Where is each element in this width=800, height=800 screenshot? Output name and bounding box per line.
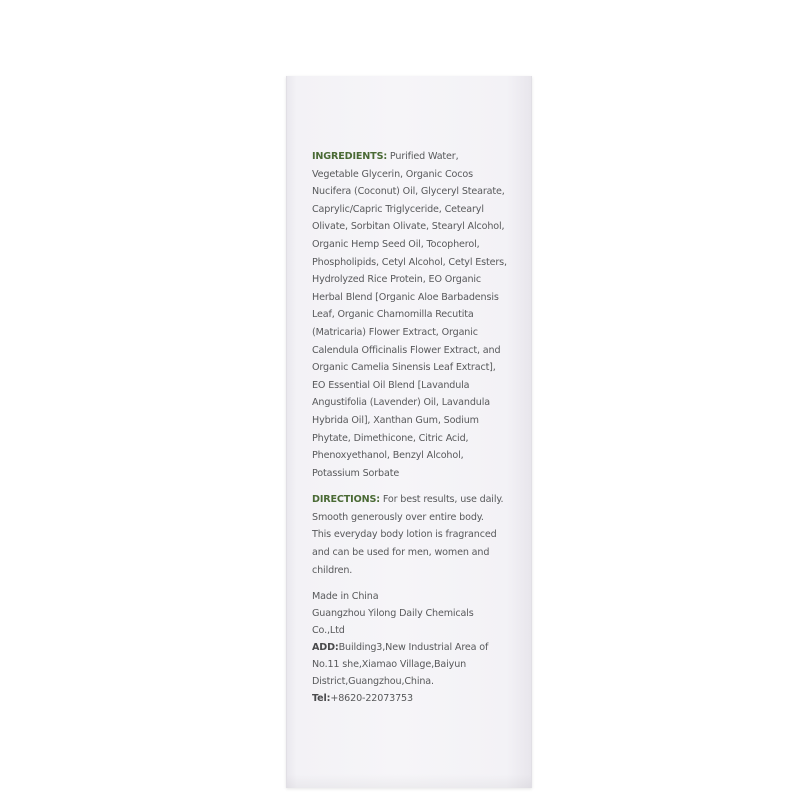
address-text: Building3,New Industrial Area of No.11 she,Xiamao Village,Baiyun District,Guangzhou,China. [312,642,489,688]
origin-text: Made in China [312,591,379,603]
telephone-line [312,690,508,707]
telephone-label: Tel: [312,693,331,705]
telephone-number: +8620-22073753 [330,693,413,705]
manufacturer-section [312,588,508,707]
company-name: Guangzhou Yilong Daily Chemicals Co.,Ltd [312,608,474,637]
directions-text: For best results, use daily. Smooth generously over entire body. [312,494,504,523]
address-line [312,639,508,690]
ingredients-section [312,148,508,482]
box-label-text [312,148,508,707]
directions-section [312,491,508,526]
ingredients-heading: INGREDIENTS: [312,151,388,162]
address-label: ADD: [312,642,339,654]
ingredients-text: Purified Water, Vegetable Glycerin, Organic Cocos Nucifera (Coconut) Oil, Glyceryl Stearate, Caprylic/Capric Triglyceride, Cetearyl Olivate, Sorbitan Olivate, Stearyl Alcohol, Organic Hemp Seed Oil, Tocopherol, Phospholipids, Cetyl Alcohol, Cetyl Esters, Hydrolyzed Rice Protein, EO Organic Herbal Blend [Organic Aloe Barbadensis Leaf, Organic Chamomilla Recutita (Matricaria) Flower Extract, Organic Calendula Officinalis Flower Extract, and Organic Camelia Sinensis Leaf Extract], EO Essential Oil Blend [Lavandula Angustifolia (Lavender) Oil, Lavandula Hybrida Oil], Xanthan Gum, Sodium Phytate, Dimethicone, Citric Acid, Phenoxyethanol, Benzyl Alcohol, Potassium Sorbate [312,151,507,479]
directions-note: This everyday body lotion is fragranced and can be used for men, women and children. [312,529,497,576]
directions-heading: DIRECTIONS: [312,494,380,506]
